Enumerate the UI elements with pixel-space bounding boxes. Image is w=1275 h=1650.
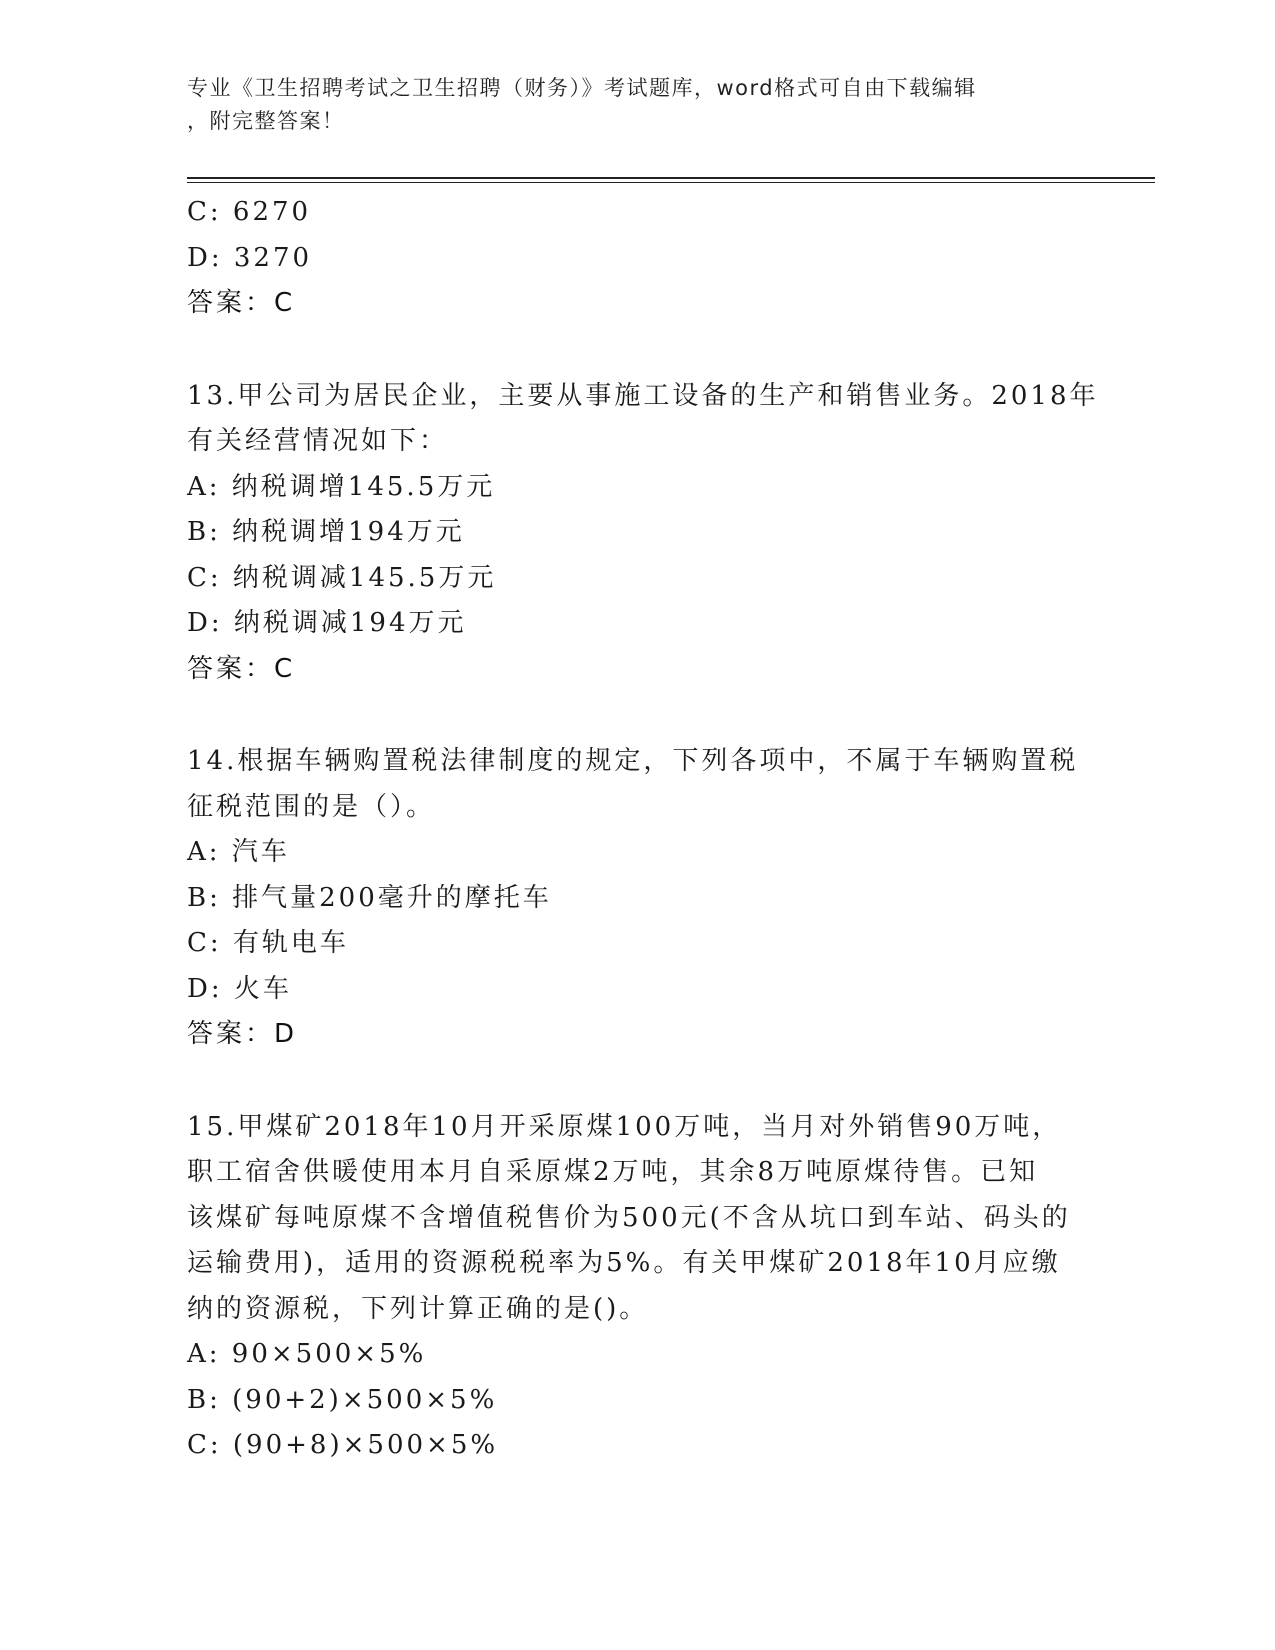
- question-text: 征税范围的是（）。: [187, 791, 436, 822]
- option-b: B: 纳税调增194万元: [187, 517, 465, 547]
- answer-line: 答案：D: [187, 1019, 298, 1049]
- option-a: A: 汽车: [187, 837, 290, 867]
- document-header: [187, 72, 1087, 138]
- question-text: 13.甲公司为居民企业，主要从事施工设备的生产和销售业务。2018年: [187, 380, 1099, 411]
- option-d: D: 3270: [187, 242, 313, 273]
- question-text: 职工宿舍供暖使用本月自采原煤2万吨，其余8万吨原煤待售。已知: [187, 1157, 1039, 1187]
- question-text: 15.甲煤矿2018年10月开采原煤100万吨，当月对外销售90万吨，: [187, 1111, 1062, 1142]
- option-d: D: 火车: [187, 973, 292, 1004]
- question-14: [187, 739, 1087, 1058]
- prev-question: [187, 190, 1087, 327]
- header-divider-thick: [187, 177, 1155, 179]
- option-b: B: 排气量200毫升的摩托车: [187, 882, 552, 913]
- option-d: D: 纳税调减194万元: [187, 608, 467, 638]
- header-divider-thin: [187, 182, 1155, 183]
- answer-line: 答案：C: [187, 288, 296, 318]
- option-b: B: (90+2)×500×5%: [187, 1384, 498, 1415]
- option-c: C: 纳税调减145.5万元: [187, 562, 497, 593]
- question-text: 14.根据车辆购置税法律制度的规定，下列各项中，不属于车辆购置税: [187, 746, 1079, 776]
- option-c: C: (90+8)×500×5%: [187, 1430, 499, 1460]
- question-text: 运输费用)，适用的资源税税率为5%。有关甲煤矿2018年10月应缴: [187, 1248, 1061, 1278]
- question-text: 该煤矿每吨原煤不含增值税售价为500元(不含从坑口到车站、码头的: [187, 1202, 1071, 1233]
- header-line-2: ，附完整答案！: [187, 109, 345, 133]
- question-15: [187, 1105, 1087, 1469]
- header-line-1: 专业《卫生招聘考试之卫生招聘（财务）》考试题库，word格式可自由下载编辑: [187, 76, 977, 100]
- option-c: C: 有轨电车: [187, 928, 349, 958]
- answer-line: 答案：C: [187, 653, 296, 684]
- option-c: C: 6270: [187, 197, 312, 227]
- option-a: A: 纳税调增145.5万元: [187, 471, 496, 502]
- question-13: [187, 374, 1099, 693]
- question-content: [187, 190, 1099, 1469]
- question-text: 有关经营情况如下：: [187, 426, 449, 456]
- option-a: A: 90×500×5%: [187, 1339, 427, 1369]
- question-text: 纳的资源税，下列计算正确的是()。: [187, 1293, 649, 1324]
